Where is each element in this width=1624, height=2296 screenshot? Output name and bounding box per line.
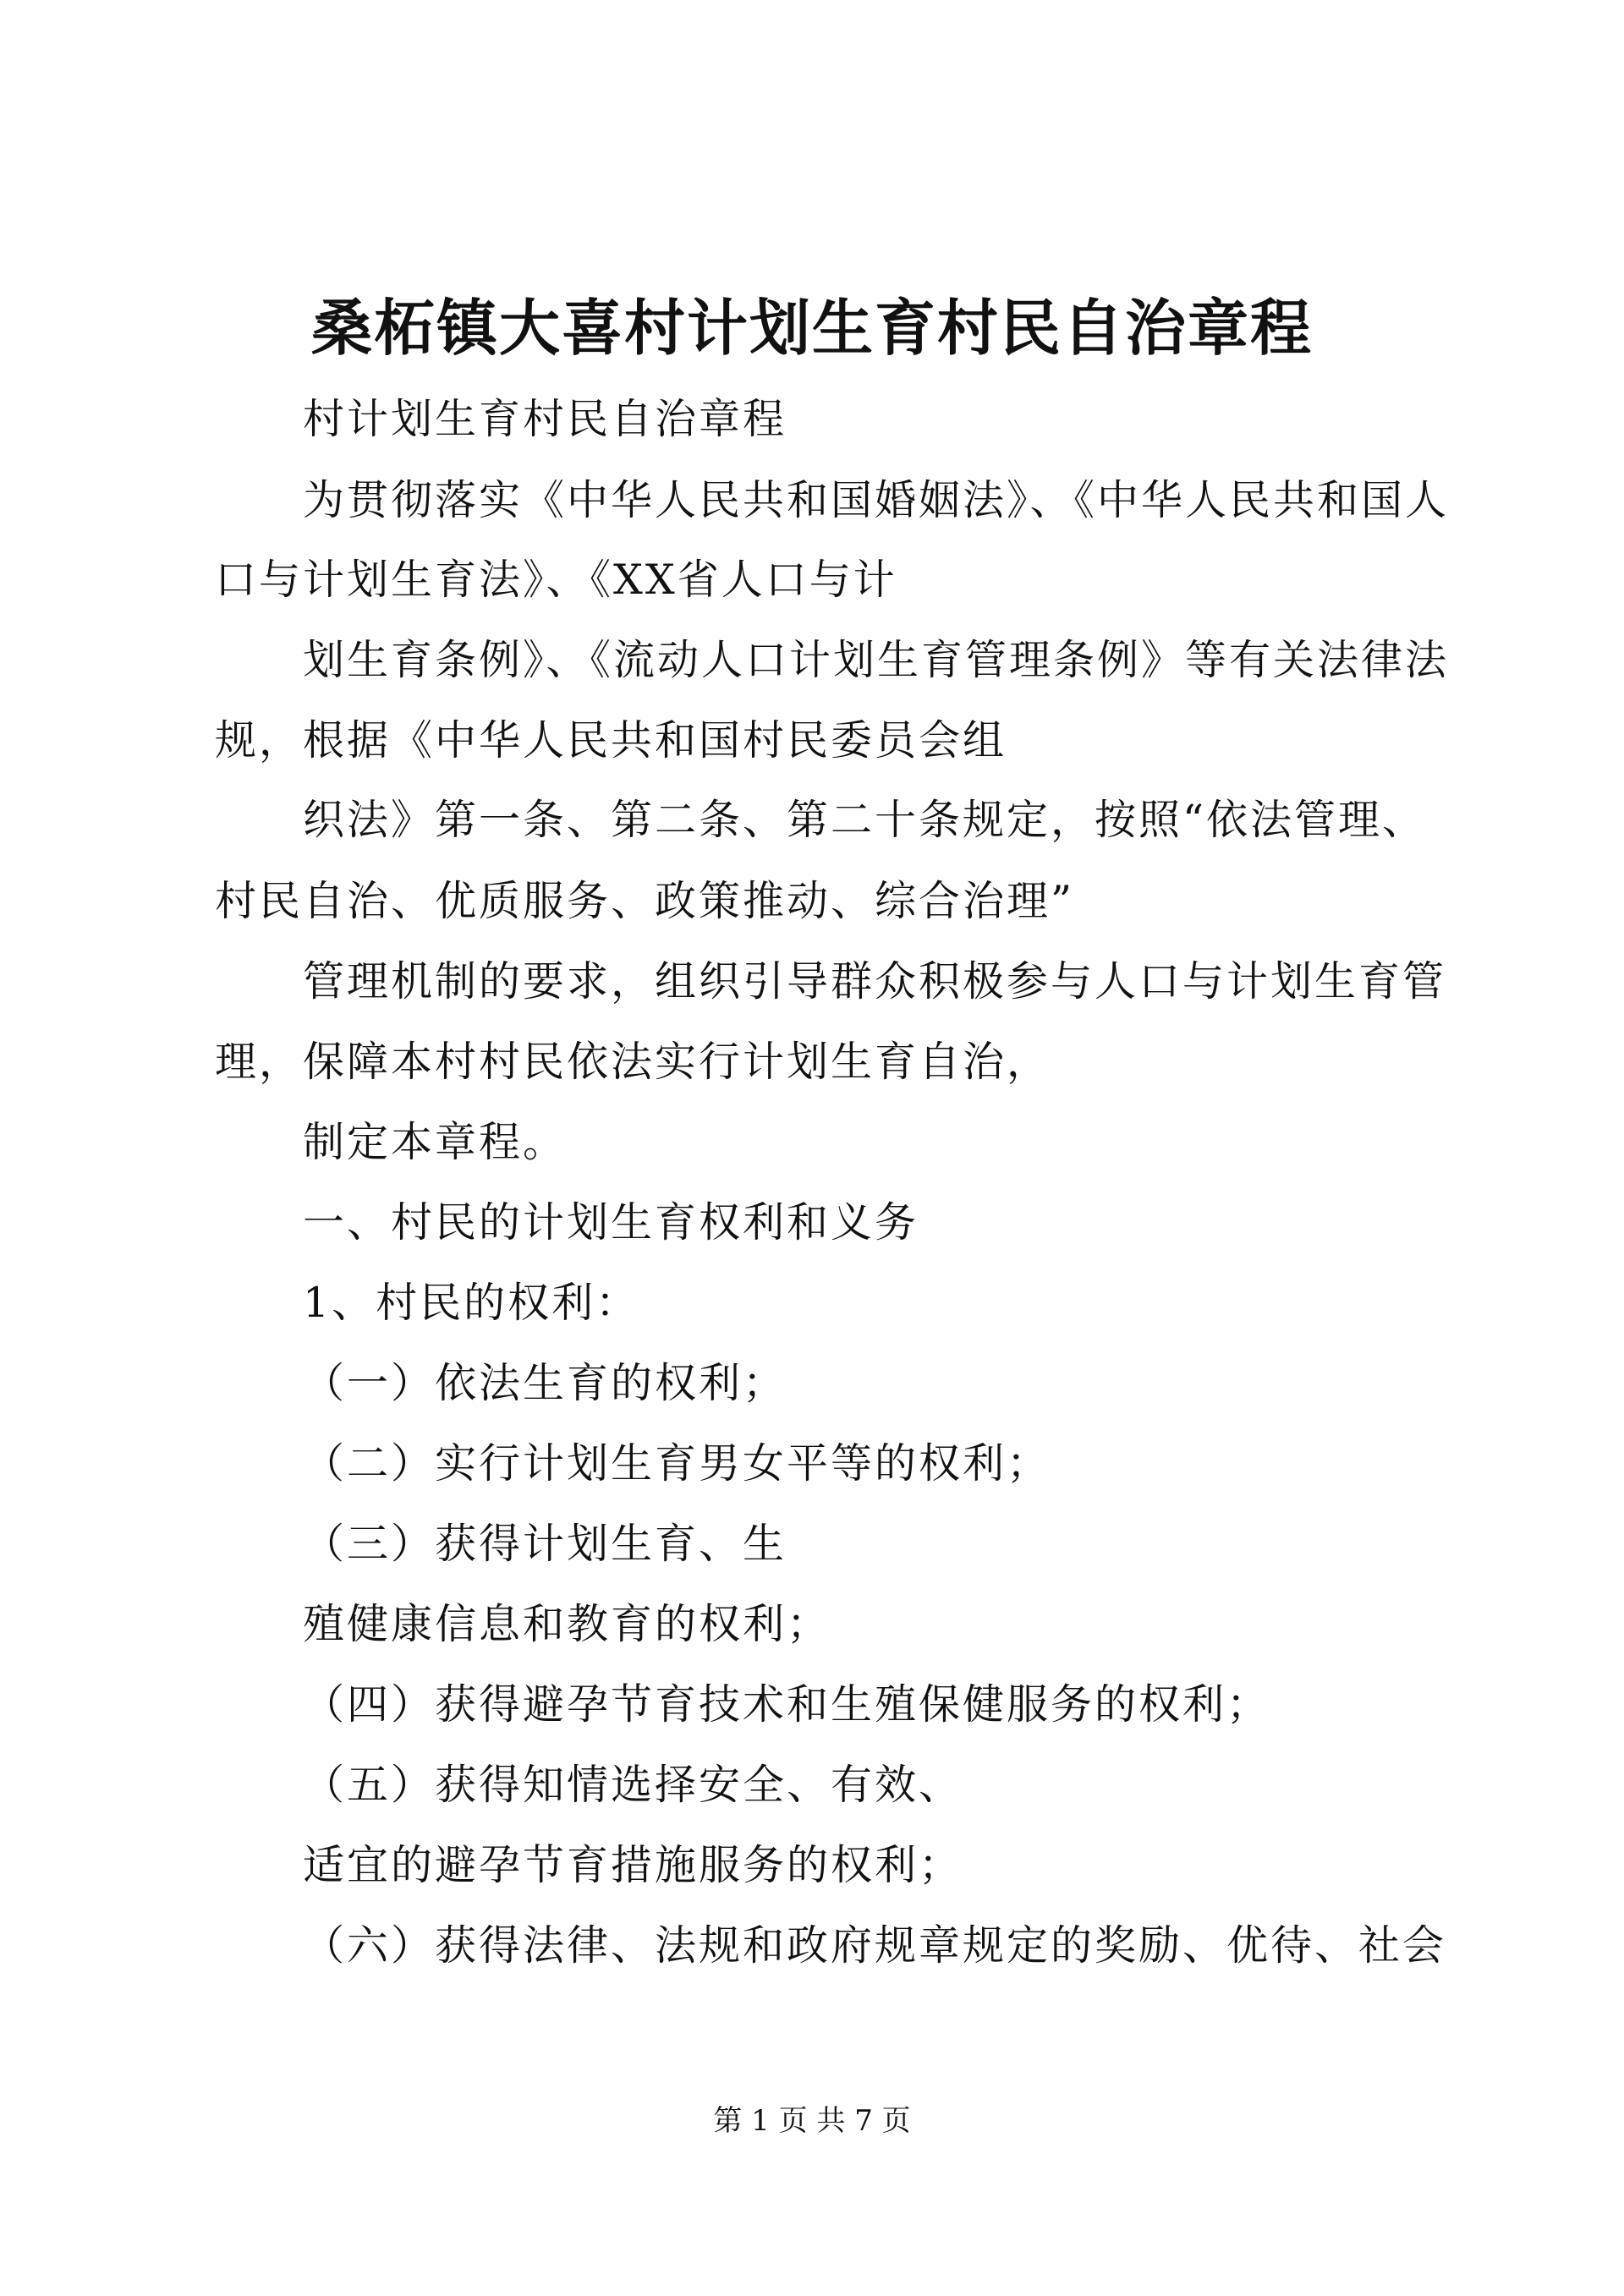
list-item: （四）获得避孕节育技术和生殖保健服务的权利； — [303, 1680, 1271, 1729]
text-line: 管理机制的要求，组织引导群众积极参与人口与计划生育管 — [303, 957, 1447, 1006]
text-line: 织法》第一条、第二条、第二十条规定，按照“依法管理、 — [303, 796, 1427, 844]
list-item: （三）获得计划生育、生 — [303, 1520, 787, 1568]
page-number: 第 1 页 共 7 页 — [713, 2104, 911, 2138]
text-line: 规，根据《中华人民共和国村民委员会组 — [215, 716, 1007, 764]
subsection-heading: 1、村民的权利： — [303, 1279, 640, 1327]
text-line: 制定本章程。 — [303, 1118, 568, 1166]
text-line: 划生育条例》、《流动人口计划生育管理条例》等有关法律法 — [303, 636, 1450, 684]
list-item: （一）依法生育的权利； — [303, 1359, 787, 1407]
document-title: 桑柘镇大喜村计划生育村民自治章程 — [310, 292, 1313, 364]
list-item-continuation: 适宜的避孕节育措施服务的权利； — [303, 1841, 963, 1889]
list-item: （五）获得知情选择安全、有效、 — [303, 1761, 963, 1809]
text-line: 村计划生育村民自治章程 — [303, 395, 787, 443]
text-line: 理，保障本村村民依法实行计划生育自治， — [215, 1038, 1051, 1086]
list-item-continuation: 殖健康信息和教育的权利； — [303, 1600, 831, 1648]
list-item: （二）实行计划生育男女平等的权利； — [303, 1439, 1051, 1488]
text-line: 村民自治、优质服务、政策推动、综合治理” — [215, 877, 1075, 925]
text-line: 为贯彻落实《中华人民共和国婚姻法》、《中华人民共和国人 — [303, 476, 1450, 524]
list-item: （六）获得法律、法规和政府规章规定的奖励、优待、社会 — [303, 1921, 1447, 1970]
text-line: 口与计划生育法》、《XX省人口与计 — [215, 556, 897, 604]
section-heading: 一、村民的计划生育权利和义务 — [303, 1198, 919, 1247]
